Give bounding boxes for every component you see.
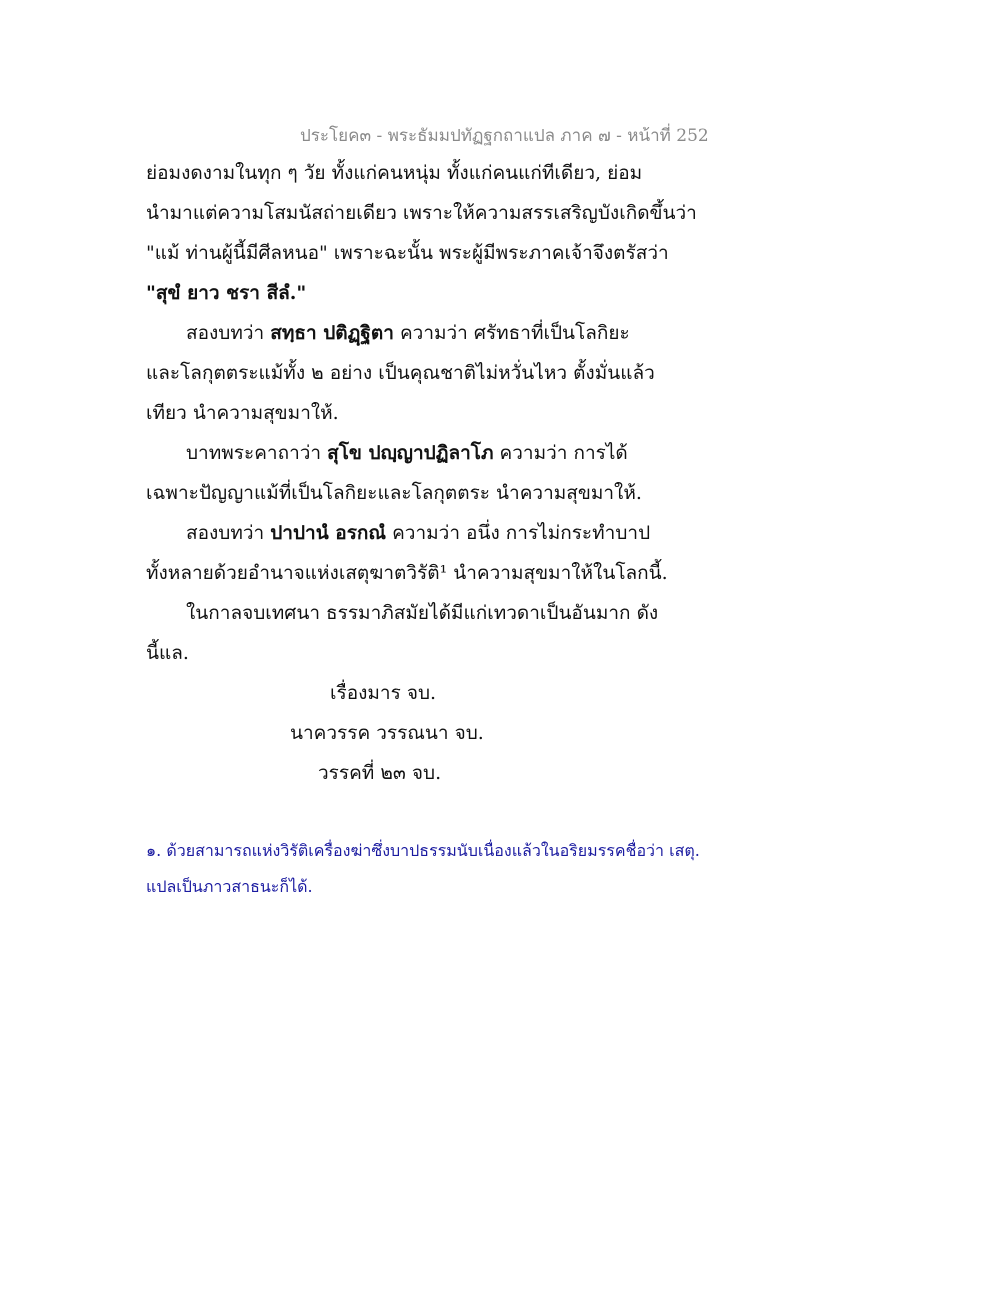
body-line: "แม้ ท่านผู้นี้มีศีลหนอ" เพราะฉะนั้น พระผู้มีพระภาคเจ้าจึงตรัสว่า bbox=[146, 242, 669, 264]
closing-line: เรื่องมาร จบ. bbox=[330, 682, 437, 704]
closing-line: วรรคที่ ๒๓ จบ. bbox=[318, 762, 442, 784]
body-line: และโลกุตตระแม้ทั้ง ๒ อย่าง เป็นคุณชาติไม่หวั่นไหว ตั้งมั่นแล้ว bbox=[146, 362, 655, 384]
body-line: ทั้งหลายด้วยอำนาจแห่งเสตุฆาตวิรัติ¹ นำความสุขมาให้ในโลกนี้. bbox=[146, 562, 668, 584]
verse-quote bbox=[146, 280, 706, 306]
paragraph-start bbox=[186, 520, 746, 546]
footnote-line: ๑. ด้วยสามารถแห่งวิรัติเครื่องฆ่าซึ่งบาปธรรมนับเนื่องแล้วในอริยมรรคชื่อว่า เสตุ. bbox=[146, 841, 700, 860]
body-line: ย่อมงดงามในทุก ๆ วัย ทั้งแก่คนหนุ่ม ทั้งแก่คนแก่ทีเดียว, ย่อม bbox=[146, 162, 643, 184]
term-intro: สองบทว่า bbox=[186, 522, 271, 544]
pali-term: ปาปานํ อรกณํ bbox=[270, 522, 387, 544]
pali-term: สทฺธา ปติฏฺฐิตา bbox=[270, 322, 394, 344]
page-header: ประโยค๓ - พระธัมมปทัฏฐกถาแปล ภาค ๗ - หน้าที่ 252 bbox=[300, 126, 709, 146]
verse-quote-text: "สุขํ ยาว ชรา สีลํ." bbox=[146, 282, 307, 304]
body-line: เทียว นำความสุขมาให้. bbox=[146, 402, 339, 424]
paragraph-start bbox=[186, 320, 746, 346]
paragraph-start bbox=[186, 440, 746, 466]
body-line: นี้แล. bbox=[146, 642, 189, 664]
closing-line: นาควรรค วรรณนา จบ. bbox=[290, 722, 484, 744]
term-intro: สองบทว่า bbox=[186, 322, 271, 344]
term-gloss: ความว่า ศรัทธาที่เป็นโลกิยะ bbox=[393, 322, 630, 344]
body-line: เฉพาะปัญญาแม้ที่เป็นโลกิยะและโลกุตตระ นำความสุขมาให้. bbox=[146, 482, 642, 504]
pali-term: สุโข ปญฺญาปฏิลาโภ bbox=[327, 442, 494, 464]
footnote-line: แปลเป็นภาวสาธนะก็ได้. bbox=[146, 877, 313, 896]
body-line: นำมาแต่ความโสมนัสถ่ายเดียว เพราะให้ความสรรเสริญบังเกิดขึ้นว่า bbox=[146, 202, 697, 224]
term-gloss: ความว่า อนึ่ง การไม่กระทำบาป bbox=[386, 522, 651, 544]
term-intro: บาทพระคาถาว่า bbox=[186, 442, 328, 464]
body-line: ในกาลจบเทศนา ธรรมาภิสมัยได้มีแก่เทวดาเป็นอันมาก ดัง bbox=[186, 602, 659, 624]
term-gloss: ความว่า การได้ bbox=[493, 442, 628, 464]
